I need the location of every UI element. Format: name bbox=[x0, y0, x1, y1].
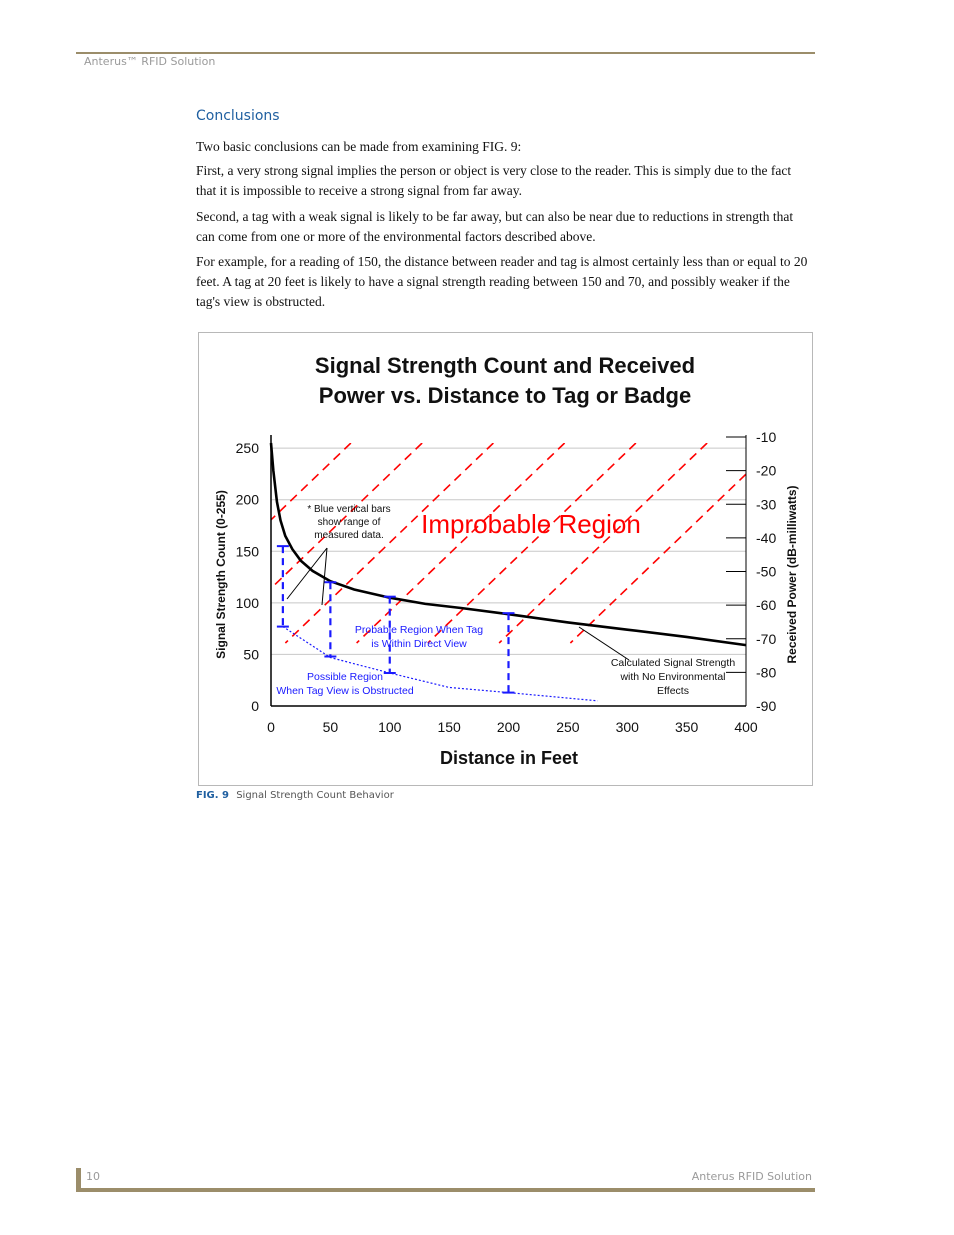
running-footer: Anterus RFID Solution bbox=[691, 1170, 812, 1183]
x-axis-label: Distance in Feet bbox=[439, 748, 579, 768]
y-tick-label: 50 bbox=[243, 646, 259, 663]
x-tick-label: 50 bbox=[322, 719, 339, 735]
x-tick-label: 150 bbox=[437, 719, 461, 735]
header-rule bbox=[76, 52, 815, 54]
paragraph-second-conclusion: Second, a tag with a weak signal is likely to be far away, but can also be near due to reductions in strength that can come from one or more of the environmental factors described above. bbox=[196, 209, 794, 244]
y2-tick-label: -30 bbox=[756, 496, 777, 513]
probable-region-label: is Within Direct View bbox=[371, 638, 467, 650]
hatch-line bbox=[499, 443, 707, 643]
probable-region-label: Probable Region When Tag bbox=[354, 624, 484, 636]
y2-tick-label: -50 bbox=[756, 563, 777, 580]
x-tick-label: 250 bbox=[556, 719, 580, 735]
footer-rule bbox=[76, 1188, 815, 1192]
calculated-curve-label: Calculated Signal Strength bbox=[610, 657, 736, 669]
x-tick-label: 100 bbox=[378, 719, 402, 735]
figure-9 bbox=[198, 332, 813, 786]
y-tick-label: 200 bbox=[235, 491, 259, 508]
y2-axis-label: Received Power (dB-milliwatts) bbox=[785, 485, 799, 664]
figure-caption bbox=[196, 790, 394, 801]
chart-title-line: Power vs. Distance to Tag or Badge bbox=[318, 383, 692, 408]
calculated-curve-label: Effects bbox=[657, 685, 689, 697]
paragraph-intro: Two basic conclusions can be made from examining FIG. 9: bbox=[196, 139, 522, 154]
blue-bars-note: * Blue vertical bars bbox=[307, 504, 391, 515]
paragraph-first-conclusion: First, a very strong signal implies the person or object is very close to the reader. This is simply due to the fact that it is impossible to receive a strong signal from far away. bbox=[196, 163, 792, 198]
page-number: 10 bbox=[86, 1170, 100, 1183]
blue-bars-note: show range of bbox=[317, 517, 381, 528]
y-tick-label: 100 bbox=[235, 594, 259, 611]
blue-bars-note: measured data. bbox=[314, 530, 384, 541]
y2-tick-label: -20 bbox=[756, 462, 777, 479]
y2-tick-label: -40 bbox=[756, 529, 777, 546]
x-tick-label: 200 bbox=[496, 719, 521, 735]
running-header: Anterus™ RFID Solution bbox=[84, 55, 216, 68]
possible-region-label: When Tag View is Obstructed bbox=[276, 685, 414, 697]
x-tick-label: 0 bbox=[267, 719, 275, 735]
y2-tick-label: -60 bbox=[756, 597, 777, 614]
y2-tick-label: -90 bbox=[756, 698, 777, 714]
paragraph-example: For example, for a reading of 150, the distance between reader and tag is almost certainly less than or equal to 20 feet. A tag at 20 feet is likely to have a signal strength reading between 150 and 70, and possibly weaker if the tag's view is obstructed. bbox=[196, 254, 808, 309]
y-tick-label: 250 bbox=[235, 440, 259, 457]
hatch-line bbox=[570, 443, 778, 643]
calculated-pointer bbox=[579, 627, 629, 660]
y-tick-label: 150 bbox=[235, 543, 259, 560]
chart-title-line: Signal Strength Count and Received bbox=[314, 353, 696, 378]
signal-strength-chart bbox=[199, 333, 812, 785]
y2-tick-label: -70 bbox=[756, 630, 777, 647]
y-axis-label: Signal Strength Count (0-255) bbox=[214, 490, 228, 659]
section-heading: Conclusions bbox=[196, 108, 280, 124]
improbable-region-label: Improbable Region bbox=[421, 509, 641, 539]
y-tick-label: 0 bbox=[251, 698, 259, 714]
y2-tick-label: -80 bbox=[756, 664, 777, 681]
hatch-line bbox=[428, 443, 636, 643]
figure-number: FIG. 9 bbox=[196, 790, 229, 801]
x-tick-label: 300 bbox=[615, 719, 639, 735]
hatch-line bbox=[354, 443, 565, 643]
possible-region-label: Possible Region bbox=[307, 671, 383, 683]
note-pointer bbox=[287, 548, 327, 599]
y2-tick-label: -10 bbox=[756, 429, 777, 445]
x-tick-label: 400 bbox=[734, 719, 758, 735]
calculated-curve-label: with No Environmental bbox=[620, 671, 726, 683]
x-tick-label: 350 bbox=[674, 719, 699, 735]
figure-caption-text: Signal Strength Count Behavior bbox=[236, 790, 394, 801]
